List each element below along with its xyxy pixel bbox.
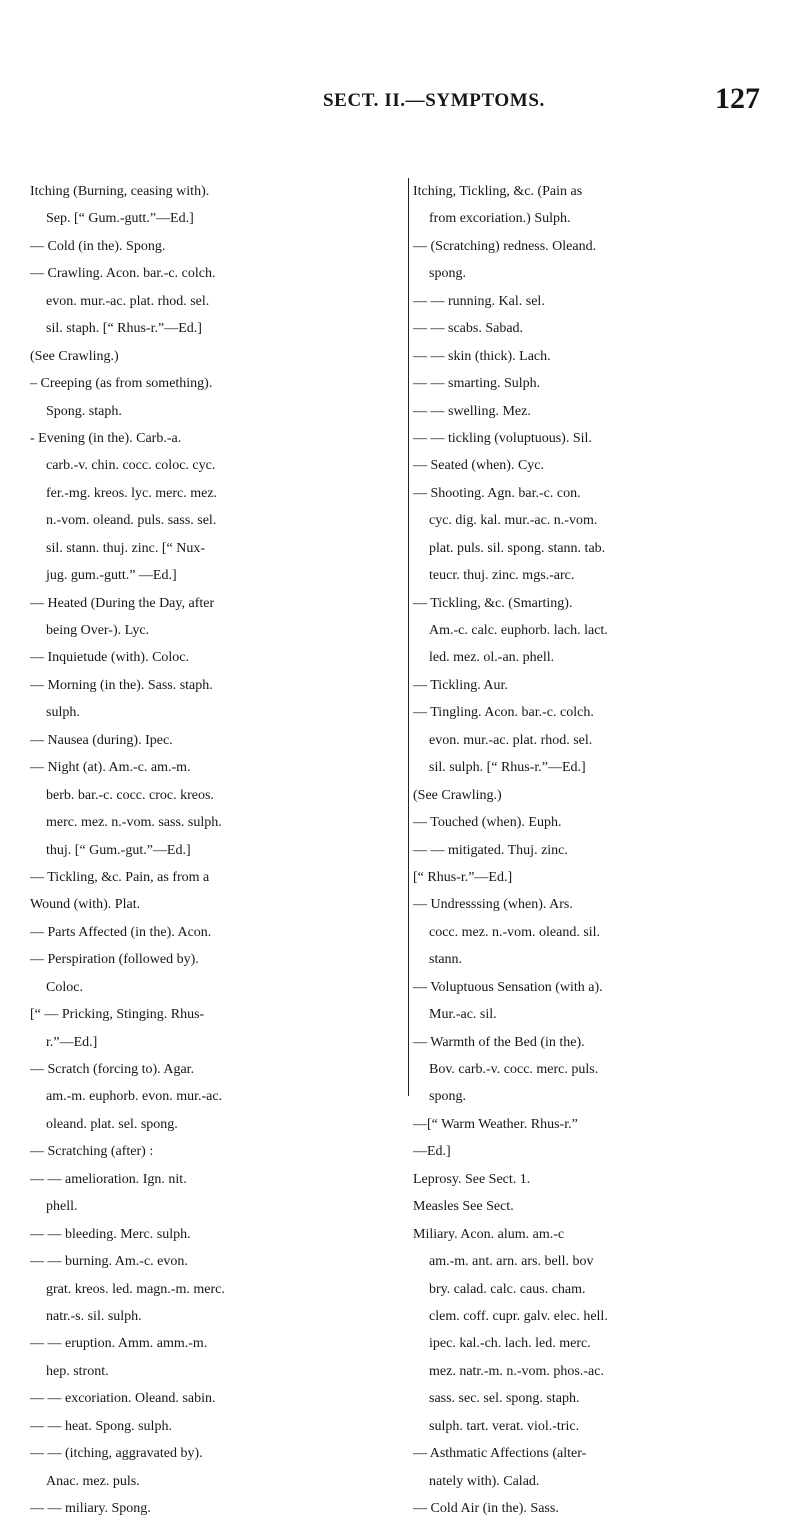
- text-line: — Cold (in the). Spong.: [30, 238, 166, 254]
- text-line: — Crawling. Acon. bar.-c. colch.: [30, 266, 216, 282]
- text-line: cyc. dig. kal. mur.-ac. n.-vom.: [429, 513, 598, 529]
- text-line: — — smarting. Sulph.: [413, 376, 541, 392]
- text-line: — — miliary. Spong.: [30, 1501, 151, 1516]
- text-line: carb.-v. chin. cocc. coloc. cyc.: [46, 458, 216, 474]
- text-line: spong.: [429, 266, 466, 282]
- text-line: — Undresssing (when). Ars.: [413, 897, 573, 913]
- text-line: — — scabs. Sabad.: [413, 321, 524, 337]
- text-line: sulph. tart. verat. viol.-tric.: [429, 1418, 580, 1434]
- text-line: teucr. thuj. zinc. mgs.-arc.: [429, 568, 575, 584]
- text-line: sass. sec. sel. spong. staph.: [429, 1391, 580, 1407]
- text-line: — Night (at). Am.-c. am.-m.: [30, 760, 191, 776]
- text-line: natr.-s. sil. sulph.: [46, 1308, 142, 1324]
- text-line: plat. puls. sil. spong. stann. tab.: [429, 540, 606, 556]
- text-line: cocc. mez. n.-vom. oleand. sil.: [429, 924, 601, 940]
- text-line: jug. gum.-gutt.” —Ed.]: [46, 568, 177, 584]
- text-line: sulph.: [46, 705, 80, 721]
- text-line: nately with). Calad.: [429, 1473, 540, 1489]
- text-line: phell.: [46, 1199, 78, 1215]
- text-line: Measles See Sect.: [413, 1199, 514, 1215]
- section-title: SECT. II.—SYMPTOMS.: [323, 90, 545, 111]
- text-line: — Perspiration (followed by).: [30, 952, 199, 968]
- text-line: Miliary. Acon. alum. am.-c: [413, 1226, 565, 1242]
- text-line: Bov. carb.-v. cocc. merc. puls.: [429, 1062, 599, 1077]
- text-line: —[“ Warm Weather. Rhus-r.”: [413, 1116, 578, 1132]
- text-line: — Seated (when). Cyc.: [413, 458, 545, 474]
- text-line: — Voluptuous Sensation (with a).: [413, 979, 603, 995]
- text-line: merc. mez. n.-vom. sass. sulph.: [46, 815, 222, 831]
- text-line: —Ed.]: [413, 1144, 451, 1160]
- text-line: — — burning. Am.-c. evon.: [30, 1254, 188, 1270]
- text-line: evon. mur.-ac. plat. rhod. sel.: [46, 293, 210, 309]
- text-line: — Touched (when). Euph.: [413, 815, 562, 831]
- text-line: hep. stront.: [46, 1363, 109, 1379]
- text-line: r.”—Ed.]: [46, 1034, 98, 1050]
- text-line: Itching, Tickling, &c. (Pain as: [413, 184, 583, 199]
- text-line: [“ — Pricking, Stinging. Rhus-: [30, 1007, 205, 1023]
- text-line: Spong. staph.: [46, 403, 122, 419]
- text-line: — — heat. Spong. sulph.: [30, 1418, 172, 1434]
- text-line: mez. natr.-m. n.-vom. phos.-ac.: [429, 1363, 604, 1379]
- text-line: Wound (with). Plat.: [30, 897, 141, 913]
- text-line: [“ Rhus-r.”—Ed.]: [413, 869, 513, 885]
- text-line: — — running. Kal. sel.: [413, 293, 545, 309]
- text-line: – Creeping (as from something).: [30, 376, 213, 392]
- text-line: (See Crawling.): [413, 787, 502, 803]
- text-line: — Shooting. Agn. bar.-c. con.: [413, 485, 581, 501]
- text-line: stann.: [429, 952, 463, 968]
- text-line: thuj. [“ Gum.-gut.”—Ed.]: [46, 842, 191, 858]
- text-line: — — (itching, aggravated by).: [30, 1446, 203, 1462]
- text-line: — — mitigated. Thuj. zinc.: [413, 842, 568, 858]
- text-line: Coloc.: [46, 979, 83, 995]
- text-line: - Evening (in the). Carb.-a.: [30, 430, 182, 446]
- text-line: led. mez. ol.-an. phell.: [429, 650, 555, 666]
- text-line: — Asthmatic Affections (alter-: [413, 1446, 587, 1462]
- text-line: — — tickling (voluptuous). Sil.: [413, 430, 592, 446]
- text-line: sil. stann. thuj. zinc. [“ Nux-: [46, 540, 206, 556]
- text-line: — Inquietude (with). Coloc.: [30, 650, 190, 666]
- text-line: — Scratching (after) :: [30, 1144, 154, 1160]
- text-line: sil. sulph. [“ Rhus-r.”—Ed.]: [429, 760, 586, 776]
- text-line: — Scratch (forcing to). Agar.: [30, 1062, 195, 1077]
- text-line: — — bleeding. Merc. sulph.: [30, 1226, 191, 1242]
- text-line: Sep. [“ Gum.-gutt.”—Ed.]: [46, 211, 194, 227]
- text-line: — Tingling. Acon. bar.-c. colch.: [413, 705, 594, 721]
- text-line: sil. staph. [“ Rhus-r.”—Ed.]: [46, 321, 202, 337]
- text-line: — Warmth of the Bed (in the).: [413, 1034, 585, 1050]
- text-line: berb. bar.-c. cocc. croc. kreos.: [46, 787, 214, 803]
- text-line: — (Scratching) redness. Oleand.: [413, 238, 597, 254]
- text-line: — Nausea (during). Ipec.: [30, 732, 173, 748]
- text-line: n.-vom. oleand. puls. sass. sel.: [46, 513, 217, 529]
- text-line: spong.: [429, 1089, 466, 1105]
- text-line: — Cold Air (in the). Sass.: [413, 1501, 559, 1516]
- text-line: — — amelioration. Ign. nit.: [30, 1171, 187, 1187]
- text-line: Anac. mez. puls.: [46, 1473, 140, 1489]
- text-line: — — swelling. Mez.: [413, 403, 531, 419]
- right-column: [408, 178, 783, 1516]
- text-line: — Parts Affected (in the). Acon.: [30, 924, 212, 940]
- text-line: — Tickling. Aur.: [413, 677, 508, 693]
- text-line: am.-m. euphorb. evon. mur.-ac.: [46, 1089, 223, 1105]
- running-header: [0, 82, 800, 122]
- text-line: — Morning (in the). Sass. staph.: [30, 677, 213, 693]
- page-number: 127: [715, 82, 760, 115]
- text-line: being Over-). Lyc.: [46, 623, 150, 638]
- text-line: clem. coff. cupr. galv. elec. hell.: [429, 1308, 608, 1324]
- text-line: — Tickling, &c. Pain, as from a: [30, 869, 210, 885]
- text-line: Leprosy. See Sect. 1.: [413, 1171, 531, 1187]
- text-line: (See Crawling.): [30, 348, 119, 364]
- text-line: from excoriation.) Sulph.: [429, 211, 571, 227]
- text-line: Itching (Burning, ceasing with).: [30, 184, 210, 199]
- text-line: fer.-mg. kreos. lyc. merc. mez.: [46, 485, 218, 501]
- left-column: [30, 178, 408, 1522]
- text-line: — Tickling, &c. (Smarting).: [413, 595, 573, 611]
- text-line: — — excoriation. Oleand. sabin.: [30, 1391, 216, 1407]
- text-line: grat. kreos. led. magn.-m. merc.: [46, 1281, 225, 1297]
- text-line: Mur.-ac. sil.: [429, 1007, 497, 1023]
- text-line: — Heated (During the Day, after: [30, 595, 215, 611]
- text-line: ipec. kal.-ch. lach. led. merc.: [429, 1336, 591, 1352]
- text-line: oleand. plat. sel. spong.: [46, 1116, 178, 1132]
- text-line: Am.-c. calc. euphorb. lach. lact.: [429, 623, 608, 638]
- text-line: bry. calad. calc. caus. cham.: [429, 1281, 586, 1297]
- text-line: am.-m. ant. arn. ars. bell. bov: [429, 1254, 594, 1270]
- text-line: — — eruption. Amm. amm.-m.: [30, 1336, 208, 1352]
- text-line: evon. mur.-ac. plat. rhod. sel.: [429, 732, 593, 748]
- text-line: — — skin (thick). Lach.: [413, 348, 551, 364]
